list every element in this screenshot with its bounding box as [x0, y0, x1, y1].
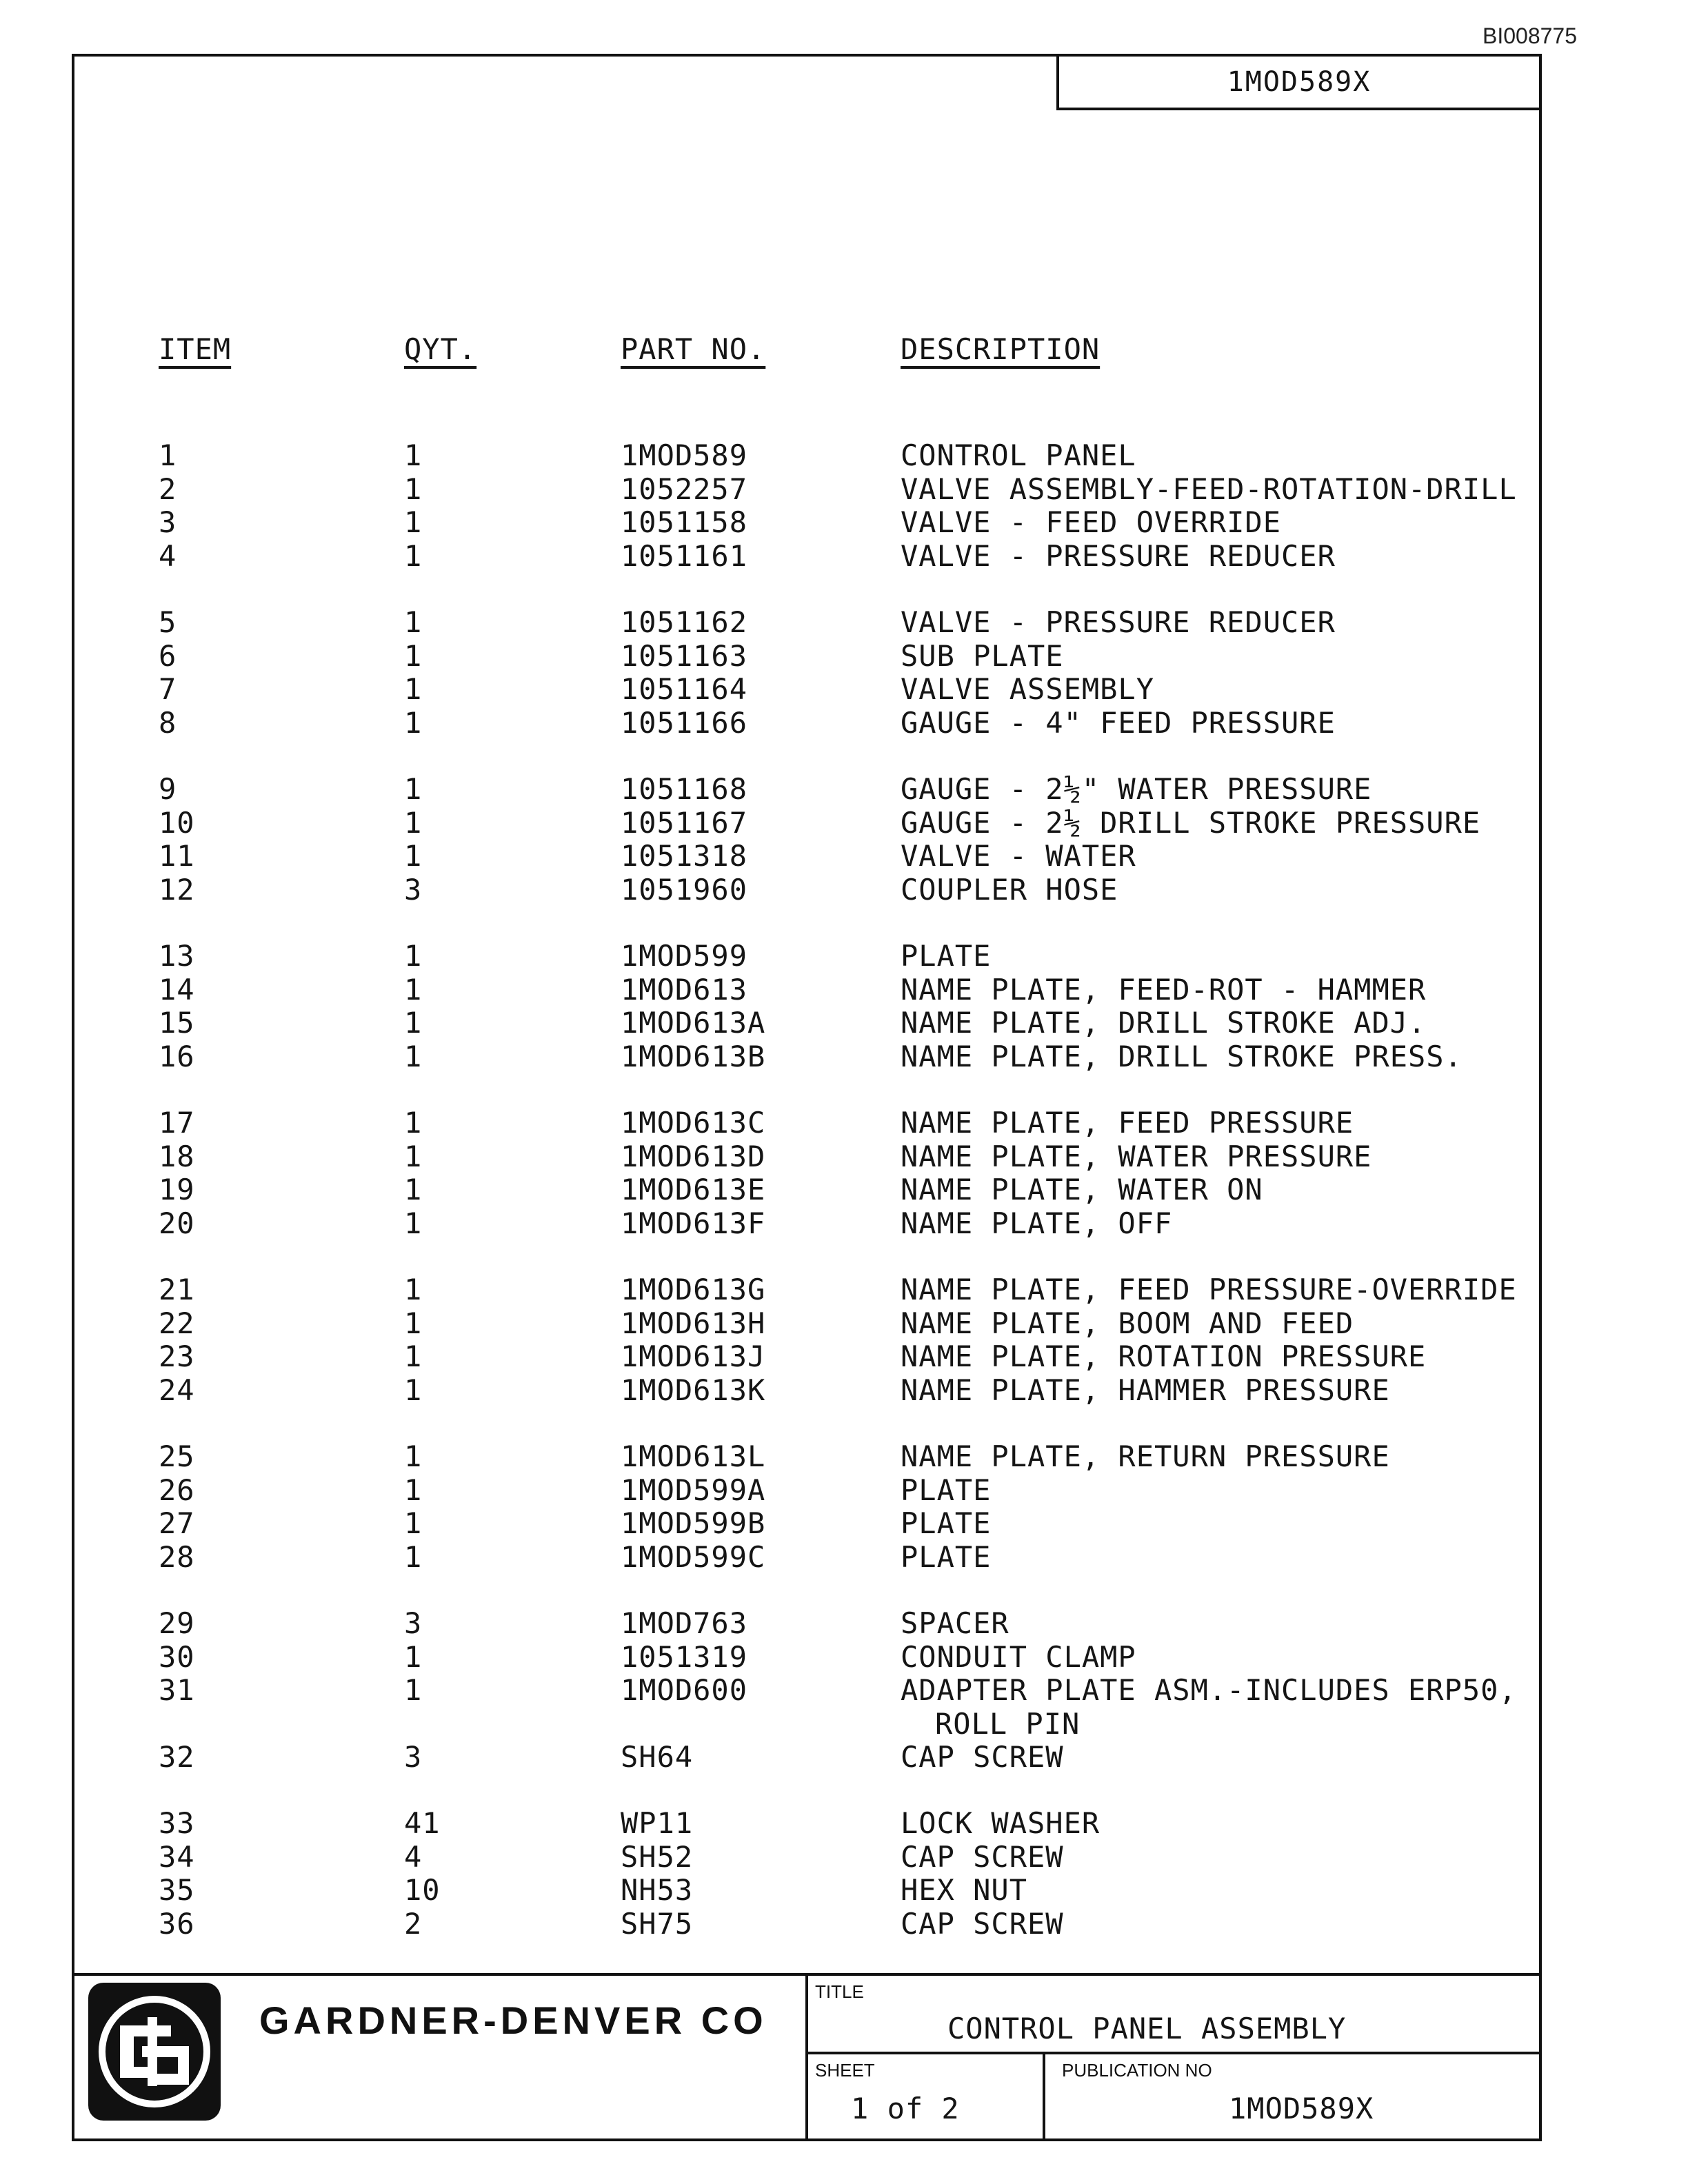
item-description: LOCK WASHER: [901, 1806, 1101, 1840]
item-description: NAME PLATE, HAMMER PRESSURE: [901, 1373, 1390, 1407]
item-number: 34: [159, 1839, 195, 1874]
item-quantity: 1: [404, 972, 423, 1007]
column-header-qty: QYT.: [404, 332, 477, 366]
item-description: VALVE - PRESSURE REDUCER: [901, 538, 1336, 573]
title-block-divider: [805, 2052, 1542, 2054]
item-description: CAP SCREW: [901, 1839, 1064, 1874]
item-description: ADAPTER PLATE ASM.-INCLUDES ERP50,: [901, 1673, 1517, 1707]
item-number: 1: [159, 438, 177, 472]
item-number: 33: [159, 1806, 195, 1840]
item-description: CONTROL PANEL: [901, 438, 1136, 472]
item-number: 27: [159, 1506, 195, 1540]
item-quantity: 3: [404, 872, 423, 907]
sheet-label: SHEET: [815, 2060, 875, 2081]
item-quantity: 1: [404, 438, 423, 472]
item-part-number: 1MOD613G: [621, 1273, 766, 1306]
item-quantity: 41: [404, 1806, 441, 1840]
item-quantity: 4: [404, 1839, 423, 1874]
item-number: 23: [159, 1339, 195, 1373]
item-part-number: 1MOD613D: [621, 1139, 766, 1173]
item-description: SUB PLATE: [901, 638, 1064, 673]
item-description: CONDUIT CLAMP: [901, 1639, 1136, 1674]
item-quantity: 1: [404, 605, 423, 639]
item-quantity: 1: [404, 638, 423, 673]
item-number: 36: [159, 1906, 195, 1941]
item-part-number: 1MOD599C: [621, 1539, 766, 1574]
item-number: 9: [159, 772, 177, 806]
item-part-number: 1MOD613E: [621, 1173, 766, 1206]
item-description-continued: ROLL PIN: [935, 1706, 1081, 1741]
item-quantity: 1: [404, 705, 423, 740]
item-number: 20: [159, 1206, 195, 1240]
item-description: PLATE: [901, 1506, 992, 1540]
item-number: 16: [159, 1039, 195, 1073]
item-description: PLATE: [901, 1539, 992, 1574]
item-part-number: 1MOD600: [621, 1673, 748, 1707]
item-description: GAUGE - 2½ DRILL STROKE PRESSURE: [901, 805, 1481, 840]
document-id: BI008775: [1483, 23, 1578, 48]
item-description: GAUGE - 2½" WATER PRESSURE: [901, 772, 1372, 806]
item-description: NAME PLATE, WATER ON: [901, 1173, 1263, 1206]
column-header-item: ITEM: [159, 332, 232, 366]
item-number: 13: [159, 939, 195, 973]
item-quantity: 1: [404, 1439, 423, 1473]
item-number: 10: [159, 805, 195, 840]
item-number: 21: [159, 1273, 195, 1306]
item-part-number: 1MOD613H: [621, 1306, 766, 1340]
item-quantity: 1: [404, 1039, 423, 1073]
column-header-description: DESCRIPTION: [901, 332, 1101, 366]
item-quantity: 1: [404, 1206, 423, 1240]
item-quantity: 1: [404, 1373, 423, 1407]
item-quantity: 1: [404, 1473, 423, 1507]
item-part-number: 1MOD613: [621, 972, 748, 1007]
item-description: VALVE - WATER: [901, 839, 1136, 873]
item-number: 11: [159, 839, 195, 873]
drawing-frame: [72, 54, 1542, 2141]
item-description: NAME PLATE, ROTATION PRESSURE: [901, 1339, 1427, 1373]
item-quantity: 1: [404, 505, 423, 539]
item-description: PLATE: [901, 1473, 992, 1507]
item-quantity: 1: [404, 1106, 423, 1140]
item-number: 4: [159, 538, 177, 573]
item-description: NAME PLATE, DRILL STROKE ADJ.: [901, 1006, 1427, 1040]
drawing-number: 1MOD589X: [1227, 66, 1372, 98]
item-number: 31: [159, 1673, 195, 1707]
item-description: NAME PLATE, OFF: [901, 1206, 1173, 1240]
item-quantity: 1: [404, 472, 423, 506]
item-part-number: 1MOD763: [621, 1606, 748, 1640]
item-description: GAUGE - 4" FEED PRESSURE: [901, 705, 1336, 740]
company-logo-icon: [88, 1983, 221, 2121]
item-quantity: 10: [404, 1873, 441, 1907]
item-quantity: 1: [404, 672, 423, 706]
item-part-number: 1MOD613B: [621, 1039, 766, 1073]
item-quantity: 1: [404, 538, 423, 573]
item-quantity: 3: [404, 1606, 423, 1640]
item-part-number: 1MOD613J: [621, 1339, 766, 1373]
item-number: 17: [159, 1106, 195, 1140]
column-header-part-no: PART NO.: [621, 332, 766, 366]
item-number: 24: [159, 1373, 195, 1407]
item-number: 6: [159, 638, 177, 673]
item-number: 12: [159, 872, 195, 907]
item-quantity: 3: [404, 1740, 423, 1774]
item-quantity: 1: [404, 1539, 423, 1574]
item-quantity: 1: [404, 839, 423, 873]
item-number: 3: [159, 505, 177, 539]
item-quantity: 1: [404, 1273, 423, 1306]
item-part-number: 1051166: [621, 705, 748, 740]
item-part-number: NH53: [621, 1873, 694, 1907]
publication-label: PUBLICATION NO: [1062, 2060, 1212, 2081]
item-quantity: 1: [404, 1139, 423, 1173]
item-part-number: 1051318: [621, 839, 748, 873]
item-quantity: 2: [404, 1906, 423, 1941]
item-quantity: 1: [404, 1339, 423, 1373]
item-number: 8: [159, 705, 177, 740]
item-part-number: 1051167: [621, 805, 748, 840]
item-quantity: 1: [404, 772, 423, 806]
item-part-number: 1051161: [621, 538, 748, 573]
publication-number: 1MOD589X: [1229, 2092, 1374, 2125]
item-description: CAP SCREW: [901, 1906, 1064, 1941]
item-part-number: 1051158: [621, 505, 748, 539]
item-part-number: 1MOD599B: [621, 1506, 766, 1540]
item-number: 28: [159, 1539, 195, 1574]
item-number: 22: [159, 1306, 195, 1340]
item-quantity: 1: [404, 1006, 423, 1040]
item-part-number: 1MOD613K: [621, 1373, 766, 1407]
item-part-number: 1MOD613C: [621, 1106, 766, 1140]
item-quantity: 1: [404, 1506, 423, 1540]
item-quantity: 1: [404, 939, 423, 973]
item-description: VALVE ASSEMBLY-FEED-ROTATION-DRILL: [901, 472, 1517, 506]
item-description: HEX NUT: [901, 1873, 1028, 1907]
item-part-number: SH52: [621, 1839, 694, 1874]
drawing-title: CONTROL PANEL ASSEMBLY: [947, 2012, 1347, 2045]
item-part-number: SH64: [621, 1740, 694, 1774]
company-name: GARDNER-DENVER CO: [259, 1999, 767, 2042]
item-part-number: 1MOD613F: [621, 1206, 766, 1240]
item-description: NAME PLATE, BOOM AND FEED: [901, 1306, 1354, 1340]
item-number: 35: [159, 1873, 195, 1907]
item-number: 19: [159, 1173, 195, 1206]
item-part-number: 1MOD599: [621, 939, 748, 973]
item-description: SPACER: [901, 1606, 1009, 1640]
item-quantity: 1: [404, 1639, 423, 1674]
item-part-number: 1051163: [621, 638, 748, 673]
title-block-divider: [1043, 2052, 1045, 2141]
item-number: 30: [159, 1639, 195, 1674]
item-number: 25: [159, 1439, 195, 1473]
item-part-number: 1MOD589: [621, 438, 748, 472]
item-part-number: 1051162: [621, 605, 748, 639]
item-description: COUPLER HOSE: [901, 872, 1118, 907]
item-number: 18: [159, 1139, 195, 1173]
item-part-number: WP11: [621, 1806, 694, 1840]
item-part-number: 1MOD599A: [621, 1473, 766, 1507]
item-quantity: 1: [404, 805, 423, 840]
item-description: VALVE - FEED OVERRIDE: [901, 505, 1282, 539]
item-part-number: SH75: [621, 1906, 694, 1941]
item-description: NAME PLATE, WATER PRESSURE: [901, 1139, 1372, 1173]
item-quantity: 1: [404, 1173, 423, 1206]
item-description: NAME PLATE, RETURN PRESSURE: [901, 1439, 1390, 1473]
item-quantity: 1: [404, 1306, 423, 1340]
item-number: 14: [159, 972, 195, 1007]
item-number: 26: [159, 1473, 195, 1507]
item-part-number: 1MOD613A: [621, 1006, 766, 1040]
item-number: 5: [159, 605, 177, 639]
item-description: NAME PLATE, FEED PRESSURE-OVERRIDE: [901, 1273, 1517, 1306]
drawing-number-box: [1056, 54, 1542, 110]
title-block-divider: [805, 1973, 808, 2141]
title-label: TITLE: [815, 1981, 864, 2002]
item-description: VALVE - PRESSURE REDUCER: [901, 605, 1336, 639]
item-part-number: 1051164: [621, 672, 748, 706]
item-part-number: 1051960: [621, 872, 748, 907]
item-description: VALVE ASSEMBLY: [901, 672, 1155, 706]
item-quantity: 1: [404, 1673, 423, 1707]
item-description: PLATE: [901, 939, 992, 973]
item-description: NAME PLATE, FEED PRESSURE: [901, 1106, 1354, 1140]
item-number: 32: [159, 1740, 195, 1774]
item-part-number: 1051168: [621, 772, 748, 806]
item-description: NAME PLATE, DRILL STROKE PRESS.: [901, 1039, 1463, 1073]
item-number: 2: [159, 472, 177, 506]
item-description: CAP SCREW: [901, 1740, 1064, 1774]
sheet-number: 1 of 2: [851, 2092, 960, 2125]
item-part-number: 1MOD613L: [621, 1439, 766, 1473]
company-logo: [88, 1983, 221, 2121]
item-part-number: 1051319: [621, 1639, 748, 1674]
item-number: 15: [159, 1006, 195, 1040]
item-description: NAME PLATE, FEED-ROT - HAMMER: [901, 972, 1427, 1007]
item-part-number: 1052257: [621, 472, 748, 506]
item-number: 29: [159, 1606, 195, 1640]
item-number: 7: [159, 672, 177, 706]
